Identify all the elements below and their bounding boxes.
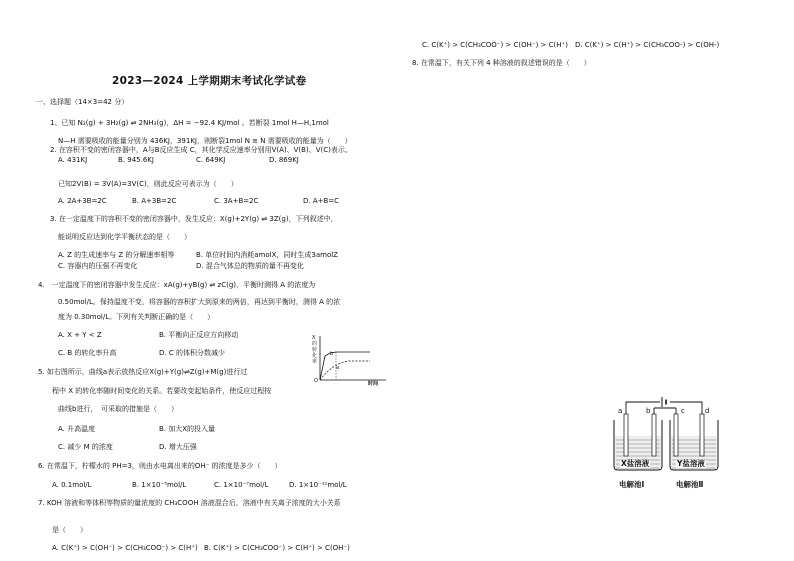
q4-stem-line1: 4. 一定温度下的密闭容器中发生反应：xA(g)+yB(g) ⇌ zC(g)，平衡时测得 A 的浓度为 [38,281,316,289]
q4-stem-line3: 度为 0.30mol/L。下列有关判断正确的是（ ） [58,313,215,321]
q7-stem-line2: 是（ ） [52,526,87,534]
q4-stem-line2: 0.50mol/L。保持温度不变，将容器的容积扩大到原来的两倍，再达到平衡时，测得 A 的浓 [58,298,341,306]
q6-option-a: A. 0.1mol/L [52,481,92,489]
cell-2-caption: 电解池Ⅱ [676,480,704,489]
electrode-d [700,414,704,456]
graph-ylabel-2: 的 [312,341,318,347]
curve-a-line [320,361,370,380]
q7-stem-line1: 7. KOH 溶液和等体积等物质的量浓度的 CH₃COOH 溶液混合后，溶液中有关离子浓度的大小关系 [38,499,341,507]
q3-option-c: C. 容器内的压强不再变化 [58,262,138,270]
q7-option-cd: C. C(K⁺) > C(CH₃COO⁻) > C(OH⁻) > C(H⁺) D. C(K⁺) > C(H⁺) > C(CH₃COO-) > C(OH-) [422,41,720,49]
electrode-label-b: b [646,407,651,415]
graph-ylabel-5: 率 [312,359,318,365]
q3-option-b: B. 单位时间内消耗amolX，同时生成3amolZ [196,251,338,259]
q2-option-c: C. 3A+B=2C [214,197,259,205]
cell-1-caption: 电解池Ⅰ [619,480,645,489]
exam-title: 2023—2024 上学期期末考试化学试卷 [112,75,307,87]
q7-option-a: A. C(K⁺) > C(OH⁻) > C(CH₃COO⁻) > C(H⁺) [52,544,198,552]
q5-option-a: A. 升高温度 [58,425,96,433]
q3-stem-line1: 3. 在一定温度下的容积不变的密闭容器中，发生反应：X(g)+2Y(g) ⇌ 3Z(g)，下列叙述中， [50,215,338,223]
graph-curve-a-label: a [336,365,340,371]
q1-stem-line1: 1、已知 N₂(g) + 3H₂(g) ⇌ 2NH₃(g)，ΔH = −92.4 KJ/mol 。若断裂 1mol H—H,1mol [50,119,329,127]
electrode-label-a: a [618,407,623,415]
q2-stem-line2: 已知2V(B) = 3V(A)=3V(C)，则此反应可表示为（ ） [58,180,238,188]
graph-curve-b-label: b [330,351,334,357]
electrode-label-c: c [681,407,685,415]
q8-stem: 8. 在常温下，有关下列 4 种溶液的叙述错误的是（ ） [412,59,591,67]
electrode-c [674,414,678,456]
q1-option-a: A. 431KJ [58,156,88,164]
q3-option-d: D. 混合气体总的物质的量不再变化 [196,262,304,270]
graph-ylabel-1: X [312,335,316,341]
q4-option-b: B. 平衡向正反应方向移动 [159,331,239,339]
q3-option-a: A. Z 的生成速率与 Z 的分解速率相等 [58,251,175,259]
solution-x-label: X盐溶液 [621,459,650,468]
q2-option-a: A. 2A+3B=2C [58,197,107,205]
q6-option-b: B. 1×10⁻³mol/L [132,481,187,489]
graph-origin: O [314,378,318,384]
q3-stem-line2: 能说明反应达到化学平衡状态的是（ ） [58,233,191,241]
q4-option-d: D. C 的体积分数减少 [159,349,225,357]
section-heading: 一、选择题（14×3=42 分） [36,98,129,106]
q7-option-b: B. C(K⁺) > C(CH₃COO⁻) > C(H⁺) > C(OH⁻) [204,544,350,552]
q4-option-c: C. B 的转化率升高 [58,349,117,357]
q2-stem-line1: 2. 在容积不变的密闭容器中，A与B反应生成 C，其化学反应速率分别用V(A)、V(B)、V(C)表示。 [50,146,352,154]
q4-option-a: A. X + Y < Z [58,331,102,339]
graph-ylabel-4: 化 [312,353,318,359]
q5-stem-line2: 程中 X 的转化率随时间变化的关系。若要改变起始条件，使反应过程按 [52,387,272,395]
conversion-rate-graph [312,334,390,390]
q6-option-c: C. 1×10⁻⁷mol/L [214,481,269,489]
q1-option-c: C. 649KJ [196,156,226,164]
q2-option-b: B. A+3B=2C [132,197,177,205]
q5-option-c: C. 减少 M 的浓度 [58,443,113,451]
q2-option-d: D. A+B=C [303,197,340,205]
graph-ylabel-3: 转 [312,347,318,353]
q5-option-b: B. 加大X的投入量 [159,425,216,433]
q5-option-d: D. 增大压强 [159,443,197,451]
solution-y-label: Y盐溶液 [677,459,705,468]
electrode-label-d: d [705,407,710,415]
graph-xlabel: 时间 [368,381,379,387]
q1-stem-line2: N—H 需要吸收的能量分别为 436KJ，391KJ，则断裂1mol N ≡ N 需要吸收的能量为（ ） [58,137,352,145]
electrode-b [652,414,656,456]
q1-option-b: B. 945.6KJ [118,156,154,164]
q5-stem-line3: 曲线b进行， 可采取的措施是（ ） [58,405,178,413]
q5-stem-line1: 5. 如右图所示，曲线a表示放热反应X(g)+Y(g)⇌Z(g)+M(g)进行过 [38,368,248,376]
q6-option-d: D. 1×10⁻¹¹mol/L [289,481,347,489]
curve-b-line [320,352,370,380]
q1-option-d: D. 869KJ [269,156,299,164]
electrode-a [624,414,628,456]
q6-stem: 6. 在常温下，柠檬水的 PH=3，则由水电离出来的OH⁻ 的浓度是多少（ ） [38,462,282,470]
